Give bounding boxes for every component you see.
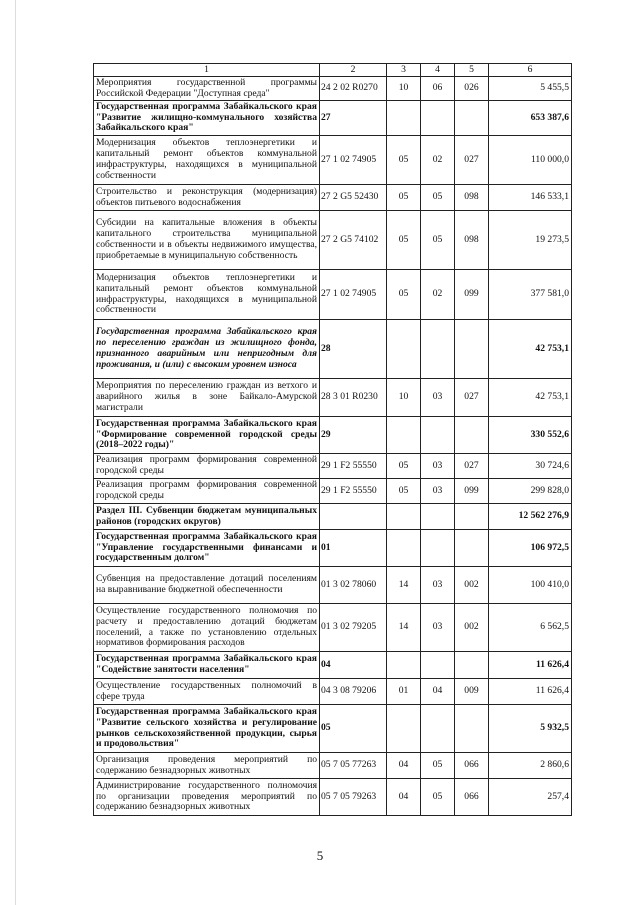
row-amount: 299 828,0 bbox=[489, 479, 572, 504]
row-c5: 002 bbox=[455, 567, 489, 604]
row-c3: 10 bbox=[387, 379, 421, 417]
row-c3 bbox=[387, 652, 421, 679]
row-c4 bbox=[421, 504, 455, 530]
row-c5 bbox=[455, 504, 489, 530]
row-amount: 30 724,6 bbox=[489, 454, 572, 479]
row-c3 bbox=[387, 504, 421, 530]
row-c4: 05 bbox=[421, 753, 455, 779]
row-code: 27 2 G5 74102 bbox=[320, 211, 387, 270]
row-c3: 05 bbox=[387, 211, 421, 270]
header-cell: 1 bbox=[94, 64, 320, 77]
row-amount: 257,4 bbox=[489, 779, 572, 816]
table-row bbox=[94, 679, 572, 705]
row-c3: 04 bbox=[387, 753, 421, 779]
row-amount: 5 932,5 bbox=[489, 705, 572, 753]
table-row bbox=[94, 211, 572, 270]
row-name: Модернизация объектов теплоэнергетики и капитальный ремонт объектов коммунальной инфраструктуры, находящихся в муниципальной собственности bbox=[94, 136, 320, 185]
row-code: 27 1 02 74905 bbox=[320, 136, 387, 185]
row-amount: 146 533,1 bbox=[489, 185, 572, 211]
row-c5 bbox=[455, 101, 489, 136]
row-amount: 11 626,4 bbox=[489, 652, 572, 679]
row-name: Модернизация объектов теплоэнергетики и капитальный ремонт объектов коммунальной инфраструктуры, находящихся в муниципальной собственности bbox=[94, 270, 320, 320]
table-row bbox=[94, 77, 572, 101]
row-name: Субвенция на предоставление дотаций поселениям на выравнивание бюджетной обеспеченности bbox=[94, 567, 320, 604]
row-code: 01 3 02 79205 bbox=[320, 604, 387, 652]
scan-edge-line bbox=[15, 0, 16, 905]
row-c4: 03 bbox=[421, 479, 455, 504]
table-row bbox=[94, 417, 572, 454]
row-c5: 002 bbox=[455, 604, 489, 652]
row-code: 24 2 02 R0270 bbox=[320, 77, 387, 101]
row-name: Реализация программ формирования современной городской среды bbox=[94, 454, 320, 479]
row-c3 bbox=[387, 101, 421, 136]
row-amount: 12 562 276,9 bbox=[489, 504, 572, 530]
row-c4: 02 bbox=[421, 270, 455, 320]
row-name: Администрирование государственного полномочия по организации проведения мероприятий по содержанию безнадзорных животных bbox=[94, 779, 320, 816]
row-name: Раздел III. Субвенции бюджетам муниципальных районов (городских округов) bbox=[94, 504, 320, 530]
row-c4 bbox=[421, 320, 455, 379]
row-c4 bbox=[421, 101, 455, 136]
row-c4 bbox=[421, 705, 455, 753]
row-amount: 6 562,5 bbox=[489, 604, 572, 652]
row-code: 29 bbox=[320, 417, 387, 454]
row-code: 05 7 05 77263 bbox=[320, 753, 387, 779]
row-c5: 066 bbox=[455, 779, 489, 816]
row-code: 28 3 01 R0230 bbox=[320, 379, 387, 417]
row-c4 bbox=[421, 417, 455, 454]
row-c5 bbox=[455, 417, 489, 454]
row-c3: 05 bbox=[387, 270, 421, 320]
row-name: Государственная программа Забайкальского края "Формирование современной городской среды (2018–2022 годы)" bbox=[94, 417, 320, 454]
row-code: 05 7 05 79263 bbox=[320, 779, 387, 816]
row-c5 bbox=[455, 705, 489, 753]
row-c3: 14 bbox=[387, 567, 421, 604]
row-code: 01 3 02 78060 bbox=[320, 567, 387, 604]
row-name: Мероприятия государственной программы Российской Федерации "Доступная среда" bbox=[94, 77, 320, 101]
row-c5: 027 bbox=[455, 379, 489, 417]
row-c3: 05 bbox=[387, 454, 421, 479]
row-code: 29 1 F2 55550 bbox=[320, 454, 387, 479]
table-row bbox=[94, 136, 572, 185]
row-c4 bbox=[421, 530, 455, 567]
row-code: 28 bbox=[320, 320, 387, 379]
row-amount: 19 273,5 bbox=[489, 211, 572, 270]
table-row bbox=[94, 504, 572, 530]
row-c3 bbox=[387, 705, 421, 753]
row-name: Мероприятия по переселению граждан из ветхого и аварийного жилья в зоне Байкало-Амурской магистрали bbox=[94, 379, 320, 417]
row-c3 bbox=[387, 417, 421, 454]
table-row bbox=[94, 101, 572, 136]
row-code: 27 2 G5 52430 bbox=[320, 185, 387, 211]
row-c3: 05 bbox=[387, 185, 421, 211]
row-name: Организация проведения мероприятий по содержанию безнадзорных животных bbox=[94, 753, 320, 779]
table-row bbox=[94, 705, 572, 753]
row-c4: 03 bbox=[421, 379, 455, 417]
table-row bbox=[94, 530, 572, 567]
row-name: Государственная программа Забайкальского края "Управление государственными финансами и государственным долгом" bbox=[94, 530, 320, 567]
row-c4: 03 bbox=[421, 454, 455, 479]
budget-table bbox=[93, 63, 572, 816]
row-c5: 027 bbox=[455, 454, 489, 479]
row-c4: 06 bbox=[421, 77, 455, 101]
row-name: Реализация программ формирования современной городской среды bbox=[94, 479, 320, 504]
row-code: 04 bbox=[320, 652, 387, 679]
row-c4 bbox=[421, 652, 455, 679]
row-c3: 14 bbox=[387, 604, 421, 652]
row-amount: 2 860,6 bbox=[489, 753, 572, 779]
row-c5: 099 bbox=[455, 479, 489, 504]
row-name: Строительство и реконструкция (модернизация) объектов питьевого водоснабжения bbox=[94, 185, 320, 211]
page-number: 5 bbox=[316, 848, 324, 863]
row-amount: 100 410,0 bbox=[489, 567, 572, 604]
row-c3: 04 bbox=[387, 779, 421, 816]
table-row bbox=[94, 270, 572, 320]
row-code: 27 1 02 74905 bbox=[320, 270, 387, 320]
row-amount: 5 455,5 bbox=[489, 77, 572, 101]
table-row bbox=[94, 779, 572, 816]
table-header-row bbox=[94, 64, 572, 77]
table-row bbox=[94, 379, 572, 417]
row-amount: 330 552,6 bbox=[489, 417, 572, 454]
row-code: 04 3 08 79206 bbox=[320, 679, 387, 705]
table-row bbox=[94, 479, 572, 504]
row-c5: 009 bbox=[455, 679, 489, 705]
row-c5 bbox=[455, 530, 489, 567]
row-c5: 098 bbox=[455, 185, 489, 211]
row-name: Государственная программа Забайкальского края "Содействие занятости населения" bbox=[94, 652, 320, 679]
row-c3 bbox=[387, 530, 421, 567]
row-c4: 02 bbox=[421, 136, 455, 185]
row-amount: 11 626,4 bbox=[489, 679, 572, 705]
row-name: Государственная программа Забайкальского края "Развитие жилищно-коммунального хозяйства Забайкальского края" bbox=[94, 101, 320, 136]
table-row bbox=[94, 320, 572, 379]
row-c5: 098 bbox=[455, 211, 489, 270]
row-c3: 01 bbox=[387, 679, 421, 705]
row-code bbox=[320, 504, 387, 530]
row-c3 bbox=[387, 320, 421, 379]
row-name: Осуществление государственных полномочий в сфере труда bbox=[94, 679, 320, 705]
row-c3: 10 bbox=[387, 77, 421, 101]
header-cell: 5 bbox=[455, 64, 489, 77]
table-row bbox=[94, 753, 572, 779]
row-amount: 110 000,0 bbox=[489, 136, 572, 185]
header-cell: 4 bbox=[421, 64, 455, 77]
row-code: 29 1 F2 55550 bbox=[320, 479, 387, 504]
row-c5 bbox=[455, 652, 489, 679]
table-row bbox=[94, 604, 572, 652]
row-c3: 05 bbox=[387, 479, 421, 504]
row-name: Государственная программа Забайкальского края по переселению граждан из жилищного фонда, признанного аварийным или непригодным для проживания, и (или) с высоким уровнем износа bbox=[94, 320, 320, 379]
row-amount: 377 581,0 bbox=[489, 270, 572, 320]
row-name: Государственная программа Забайкальского края "Развитие сельского хозяйства и регулирование рынков сельскохозяйственной продукции, сырья и продовольствия" bbox=[94, 705, 320, 753]
row-name: Осуществление государственного полномочия по расчету и предоставлению дотаций бюджетам поселений, а также по установлению отдельных нормативов формирования расходов bbox=[94, 604, 320, 652]
row-c3: 05 bbox=[387, 136, 421, 185]
row-amount: 42 753,1 bbox=[489, 379, 572, 417]
table-row bbox=[94, 454, 572, 479]
row-c5: 027 bbox=[455, 136, 489, 185]
row-c4: 05 bbox=[421, 185, 455, 211]
row-amount: 106 972,5 bbox=[489, 530, 572, 567]
row-amount: 42 753,1 bbox=[489, 320, 572, 379]
table-row bbox=[94, 652, 572, 679]
row-c4: 05 bbox=[421, 211, 455, 270]
header-cell: 3 bbox=[387, 64, 421, 77]
row-c5 bbox=[455, 320, 489, 379]
row-code: 27 bbox=[320, 101, 387, 136]
row-c4: 03 bbox=[421, 567, 455, 604]
header-cell: 2 bbox=[320, 64, 387, 77]
row-c5: 026 bbox=[455, 77, 489, 101]
row-c5: 066 bbox=[455, 753, 489, 779]
row-code: 01 bbox=[320, 530, 387, 567]
row-c4: 05 bbox=[421, 779, 455, 816]
row-c4: 04 bbox=[421, 679, 455, 705]
row-name: Субсидии на капитальные вложения в объекты капитального строительства муниципальной собственности и в объекты недвижимого имущества, приобретаемые в муниципальную собственность bbox=[94, 211, 320, 270]
row-c4: 03 bbox=[421, 604, 455, 652]
row-code: 05 bbox=[320, 705, 387, 753]
table-row bbox=[94, 185, 572, 211]
header-cell: 6 bbox=[489, 64, 572, 77]
table-row bbox=[94, 567, 572, 604]
row-amount: 653 387,6 bbox=[489, 101, 572, 136]
row-c5: 099 bbox=[455, 270, 489, 320]
